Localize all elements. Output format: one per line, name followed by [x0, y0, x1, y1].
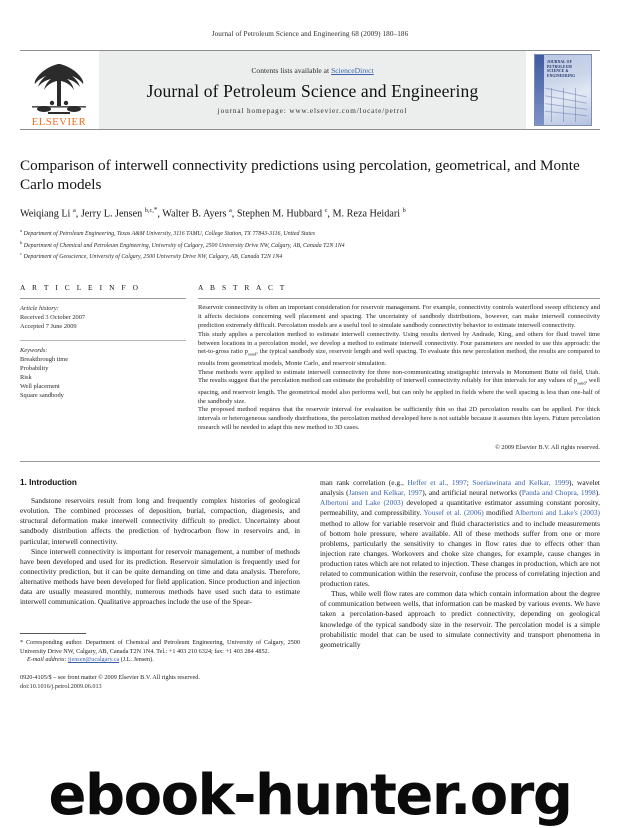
journal-homepage[interactable]: journal homepage: www.elsevier.com/locate/petrol	[217, 106, 408, 115]
banner-center	[98, 51, 526, 129]
article-info-column	[20, 283, 198, 451]
contents-available-line	[251, 66, 373, 75]
journal-cover-thumbnail	[526, 51, 600, 129]
cover-title-text: JOURNAL OF PETROLEUM SCIENCE & ENGINEERING	[547, 60, 576, 78]
keyword-item: Breakthrough time	[20, 355, 69, 363]
corresponding-author-text: * Corresponding author. Department of Chemical and Petroleum Engineering, University of Calgary, 2500 University Drive NW, Calgary, AB, Canada T2N 1N4. Tel.: +1 403 210 6324; fax: +1 403 284 4852.	[20, 639, 300, 655]
cover-artwork	[534, 54, 592, 126]
corresponding-author-note	[20, 639, 300, 664]
abstract-paragraph: Reservoir connectivity is often an important consideration for reservoir management. For example, connectivity controls waterflood sweep efficiency and it affects decisions concerning well placement and spacing. The uncertainty of sandbody distributions, however, can make interwell connectivity prediction extremely difficult. Percolation models are a useful tool to simulate sandbody connectivity behavior to estimate interwell connectivity.	[198, 303, 600, 329]
keyword-item: Well placement	[20, 382, 60, 390]
elsevier-wordmark: ELSEVIER	[31, 117, 87, 128]
journal-title: Journal of Petroleum Science and Engineering	[146, 80, 479, 101]
affiliation-item	[20, 227, 600, 238]
affiliation-item	[20, 239, 600, 250]
divider	[20, 298, 186, 299]
keyword-item: Probability	[20, 364, 49, 372]
spacer	[20, 331, 186, 340]
cover-graphic-lines	[545, 88, 589, 122]
divider	[20, 340, 186, 341]
keyword-item: Risk	[20, 373, 32, 381]
cover-spine	[535, 55, 544, 125]
body-column-left	[20, 478, 300, 691]
elsevier-tree-icon	[28, 60, 90, 118]
email-line	[20, 656, 300, 664]
affiliation-mark: b	[20, 239, 23, 245]
abstract-paragraph: The proposed method requires that the reservoir interval for evaluation be sufficiently thin so that 2D percolation results can be applied. For thick intervals or heterogeneous sandbody distributions, the percolation method developed here is not suitable because it assumes thin layers. Future percolation research will be needed to adapt this new method to 3D cases.	[198, 406, 600, 432]
article-title: Comparison of interwell connectivity predictions using percolation, geometrical, and Monte Carlo models	[20, 157, 580, 193]
affiliation-mark: a	[20, 228, 23, 234]
keyword-item: Square sandbody	[20, 391, 64, 399]
journal-banner	[20, 50, 600, 130]
body-column-right	[320, 478, 600, 691]
abstract-paragraph: These methods were applied to estimate interwell connectivity for three non-communicating stratigraphic intervals in Monument Butte oil field, Utah. The results suggest that the percolation method can estimate the probability of interwell connectivity reliably for thin intervals for any values of $p_{sand}$, well spacing, and reservoir length. The geometrical model also performs well, but can only be applied in fields where the well spacing is less than one-half of the sandbody size.	[198, 368, 600, 405]
email-owner: (J.L. Jensen).	[120, 656, 154, 664]
abstract-paragraph: This study applies a percolation method to estimate interwell connectivity. Using results derived by Andrade, King, and others for fluid travel time between locations in a percolation model, we develop a method to estimate interwell connectivity. Four parameters are needed to use this approach: the net-to-gross ratio $p_{sand}$, the typical sandbody size, reservoir length and well spacing. To evaluate this new percolation method, the results are compared to results from geometrical models, Monte Carlo, and reservoir simulation.	[198, 330, 600, 367]
body-paragraph: Since interwell connectivity is important for reservoir management, a number of methods have been developed and used for its prediction. Reservoir simulation is frequently used for connectivity prediction, but it can be quite demanding on time and data analysis. Therefore, alternative methods have been developed for field application. Since production and injection data are usually measured monthly, numerous methods have used such data to estimate interwell communication. Qualitative approaches include the use of the Spear-	[20, 546, 300, 607]
email-link[interactable]: jjensen@ucalgary.ca	[68, 656, 120, 664]
affiliation-text: Department of Geoscience, University of Calgary, 2500 University Drive NW, Calgary, AB, Canada T2N 1N4	[23, 253, 283, 260]
affiliation-text: Department of Petroleum Engineering, Texas A&M University, 3116 TAMU, College Station, TX 77843-3116, United States	[23, 231, 316, 238]
affiliation-mark: c	[20, 250, 23, 256]
abstract-heading: A B S T R A C T	[198, 282, 287, 292]
body-paragraph: Thus, while well flow rates are common data which contain information about the degree of communication between wells, that information can be masked by various events. We have taken a percolation-based approach to predict connectivity, depending on geological knowledge of the typical sandbody size in the reservoir. The percolation model is a simple probabilistic model that can be used to simulate connectivity and transport phenomena in geometrically	[320, 589, 600, 649]
doi-line: doi:10.1016/j.petrol.2009.06.013	[20, 683, 102, 691]
footnote-divider	[20, 633, 86, 634]
abstract-column	[198, 283, 600, 451]
site-watermark: ebook-hunter.org	[48, 763, 572, 828]
affiliation-item	[20, 250, 600, 261]
running-head: Journal of Petroleum Science and Engineering 68 (2009) 180–186	[211, 30, 409, 38]
keywords-label: Keywords:	[20, 346, 48, 354]
divider	[198, 298, 600, 299]
section-heading-introduction: 1. Introduction	[20, 478, 77, 488]
affiliation-list	[20, 227, 600, 261]
received-date: Received 3 October 2007	[20, 313, 86, 321]
band-bottom-divider	[20, 461, 600, 462]
body-paragraph: man rank correlation (e.g., Heffer et al., 1997; Soeriawinata and Kelkar, 1999), wavelet analysis (Jansen and Kelkar, 1997), and artificial neural networks (Panda and Chopra, 1998). Albertoni and Lake (2003) developed a quantitative estimator assuming constant porosity, permeability, and compressibility. Yousef et al. (2006) modified Albertoni and Lake's (2003) method to allow for variable reservoir and fluid characteristics and to include measurements of bottom hole pressure, where available. All of these methods suffer from one or more problems, particularly the sensitivity to changes in flow rates due to effects other than injection rate changes. Workovers and choke size changes, for example, cause changes in production rates which are not related to injection. These changes in production, which are not related to communication within the reservoir, confuse the process of correlating injection and production rates.	[320, 478, 600, 589]
abstract-copyright: © 2009 Elsevier B.V. All rights reserved.	[494, 444, 600, 452]
body-paragraph: Sandstone reservoirs result from long and frequently complex histories of geological evolution. The combined processes of deposition, burial, compaction, diagenesis, and structural deformation make interwell connectivity difficult to predict. Uncertainty about sandbody distribution affects the prediction of hydrocarbon flow in reservoirs and, in particular, interwell connectivity.	[20, 496, 300, 546]
affiliation-text: Department of Chemical and Petroleum Engineering, University of Calgary, 2500 University Drive NW, Calgary, AB, Canada T2N 1N4	[23, 242, 345, 249]
info-abstract-band	[20, 283, 600, 451]
issn-copyright-block	[20, 674, 300, 691]
elsevier-logo	[20, 51, 98, 129]
accepted-date: Accepted 7 June 2009	[20, 322, 77, 330]
issn-line: 0920-4105/$ – see front matter © 2009 Elsevier B.V. All rights reserved.	[20, 674, 200, 682]
article-history-label: Article history:	[20, 304, 59, 312]
contents-prefix: Contents lists available at	[251, 65, 332, 75]
sciencedirect-link[interactable]: ScienceDirect	[331, 65, 374, 75]
email-label: E-mail address:	[27, 656, 67, 664]
author-list: Weiqiang Li $^a$, Jerry L. Jensen $^{b,c,*}$, Walter B. Ayers $^a$, Stephen M. Hubbard $^c$, M. Reza Heidari $^b$	[20, 206, 406, 220]
article-info-heading: A R T I C L E I N F O	[20, 282, 141, 292]
body-columns	[20, 478, 600, 691]
